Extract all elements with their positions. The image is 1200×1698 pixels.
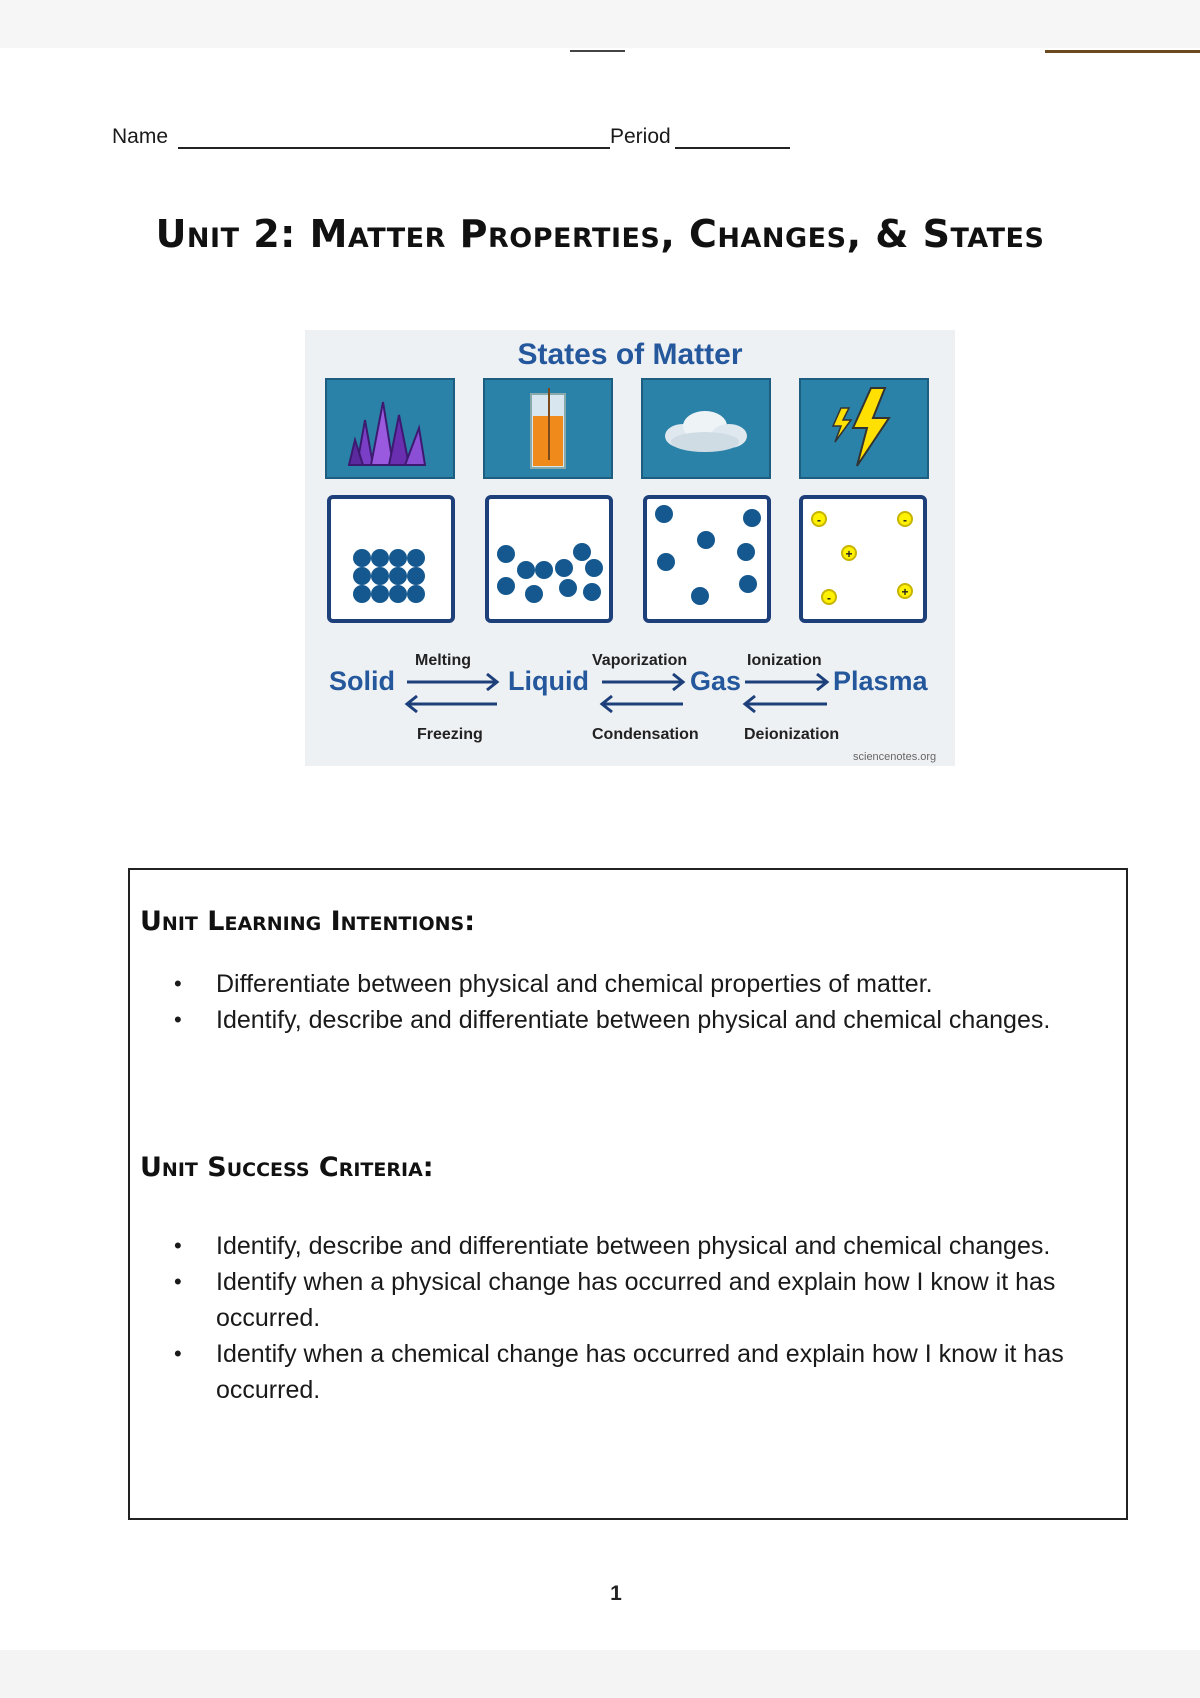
state-label: Gas	[690, 666, 742, 696]
process-label: Freezing	[417, 726, 483, 743]
period-field[interactable]	[675, 125, 790, 149]
page-bottom-edge	[0, 1650, 1200, 1698]
page-number: 1	[610, 1582, 622, 1605]
state-label: Plasma	[833, 666, 928, 696]
learning-intentions-heading: Unit Learning Intentions:	[140, 906, 475, 937]
process-label: Vaporization	[592, 652, 688, 669]
scan-mark	[1045, 50, 1200, 53]
process-label: Condensation	[592, 726, 699, 743]
success-criteria-list	[174, 1228, 1104, 1408]
list-item: • Differentiate between physical and chemical properties of matter.	[174, 966, 1104, 1002]
unit-goals-box	[128, 868, 1128, 1520]
plasma-particles-diagram: - - + + -	[799, 495, 927, 623]
process-label: Ionization	[747, 652, 822, 669]
process-label: Melting	[415, 652, 471, 669]
figure-title: States of Matter	[517, 338, 743, 371]
period-label: Period	[610, 125, 671, 148]
transition-arrows	[305, 330, 955, 766]
list-item: • Identify when a chemical change has occurred and explain how I know it has occurred.	[174, 1336, 1104, 1408]
states-of-matter-figure	[305, 330, 955, 766]
list-item: • Identify when a physical change has occurred and explain how I know it has occurred.	[174, 1264, 1104, 1336]
name-label: Name	[112, 125, 169, 148]
learning-intentions-list	[174, 966, 1104, 1038]
image-credit: sciencenotes.org	[853, 751, 937, 763]
process-label: Deionization	[744, 726, 840, 743]
state-label: Liquid	[508, 666, 589, 696]
scan-mark	[570, 50, 625, 52]
list-item: • Identify, describe and differentiate between physical and chemical changes.	[174, 1228, 1104, 1264]
page-top-edge	[0, 0, 1200, 48]
name-field[interactable]	[178, 125, 610, 149]
list-item: • Identify, describe and differentiate between physical and chemical changes.	[174, 1002, 1104, 1038]
name-period-row	[112, 125, 792, 155]
success-criteria-heading: Unit Success Criteria:	[140, 1152, 434, 1183]
page-title: Unit 2: Matter Properties, Changes, & States	[155, 212, 1045, 256]
state-label: Solid	[329, 666, 395, 696]
